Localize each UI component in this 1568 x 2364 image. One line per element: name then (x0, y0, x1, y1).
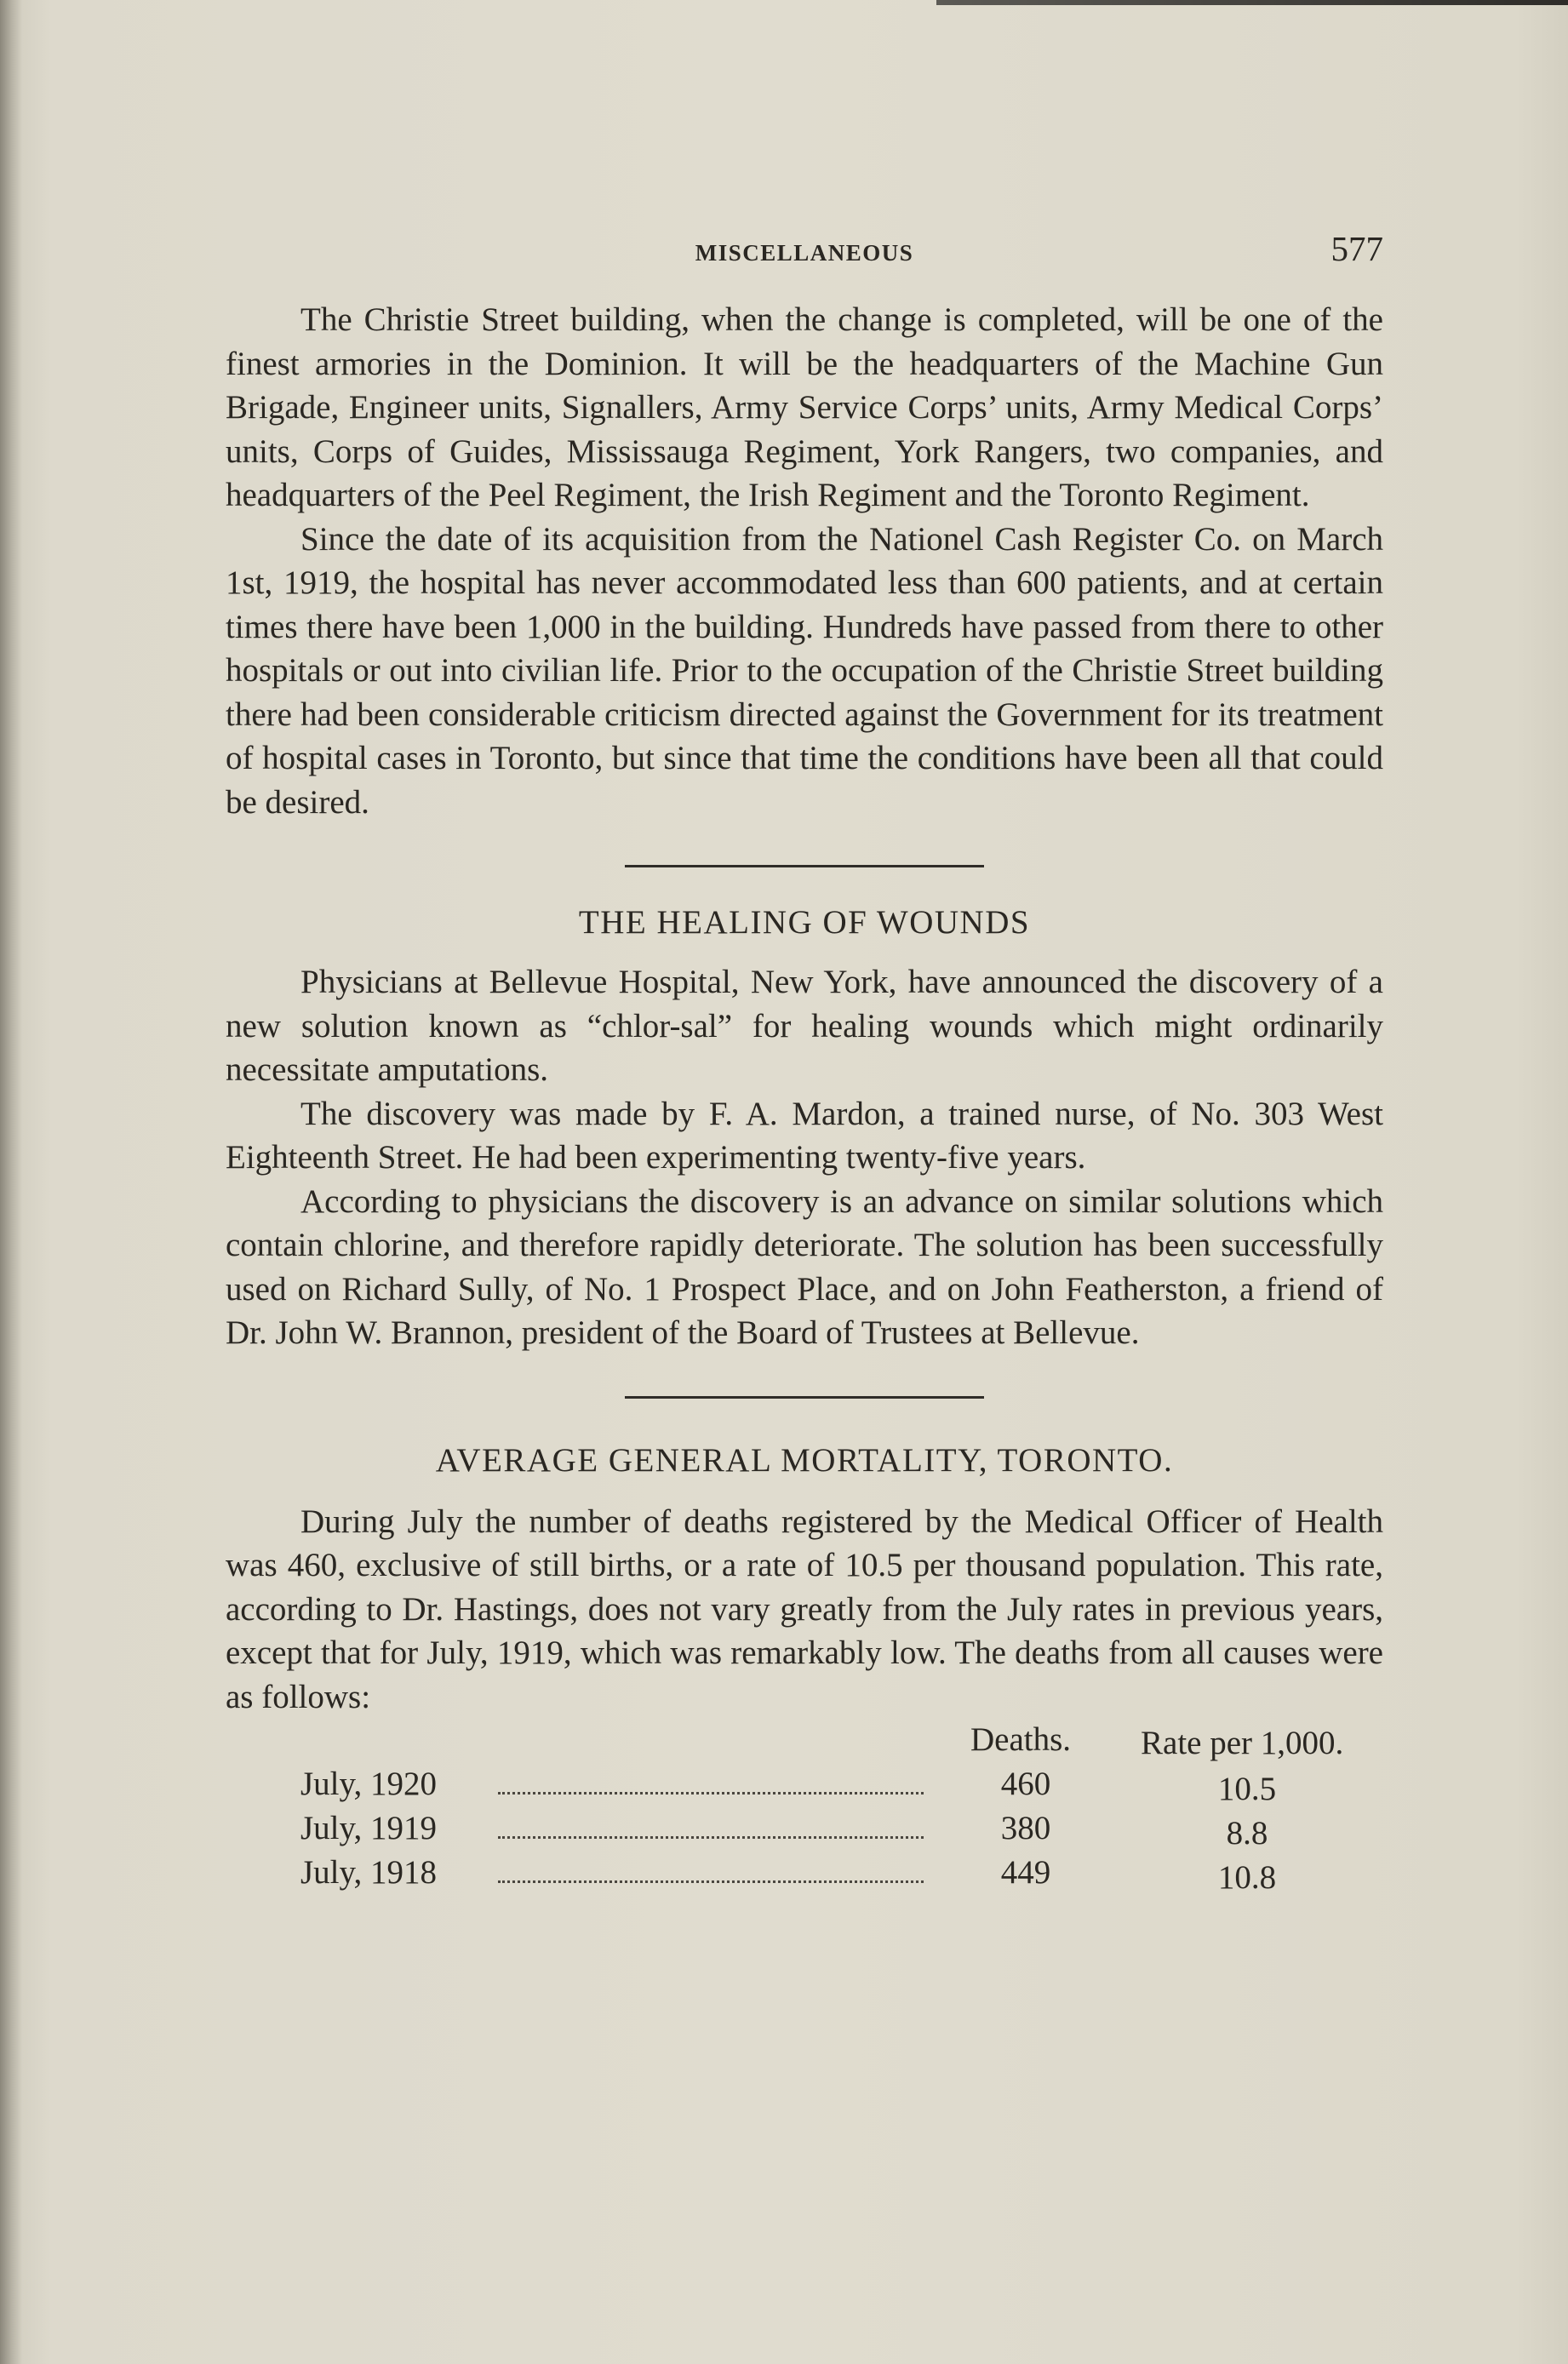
paragraph: Physicians at Bellevue Hospital, New York, have announced the discovery of a new solution known as “chlor-sal” for healing wounds which might ordinarily necessitate amputations. (226, 964, 1383, 1088)
rate-value: 10.8 (1217, 1859, 1277, 1896)
running-head-title: MISCELLANEOUS (695, 240, 914, 266)
dot-leader (498, 1880, 924, 1883)
deaths-value: 380 (1000, 1810, 1051, 1846)
column-header-deaths: Deaths. (970, 1721, 1072, 1758)
rate-value: 8.8 (1226, 1815, 1268, 1852)
row-label: July, 1920 (300, 1766, 437, 1802)
table-row (226, 1809, 1383, 1853)
dot-leader (498, 1792, 924, 1794)
section-average-mortality (226, 1441, 1383, 1898)
section-healing-of-wounds (226, 903, 1383, 1355)
row-label: July, 1919 (300, 1810, 437, 1846)
mortality-table (226, 1720, 1383, 1897)
table-row (226, 1765, 1383, 1809)
deaths-value: 460 (1000, 1766, 1051, 1802)
section-divider (625, 865, 984, 867)
rate-value: 10.5 (1217, 1771, 1277, 1807)
page-content (226, 228, 1383, 1897)
paragraph: During July the number of deaths registered by the Medical Officer of Health was 460, exclusive of still births, or a rate of 10.5 per thousand population. This rate, according to Dr. Hastings, does not vary greatly from the July rates in previous years, except that for July, 1919, which was remarkably low. The deaths from all causes were as follows: (226, 1503, 1383, 1715)
paragraph: According to physicians the discovery is an advance on similar solutions which contain chlorine, and therefore rapidly deteriorate. The solution has been successfully used on Richard Sully, of No. 1 Prospect Place, and on John Featherston, a friend of Dr. John W. Brannon, president of the Board of Trustees at Bellevue. (226, 1182, 1383, 1351)
running-head (226, 228, 1383, 279)
row-label: July, 1918 (300, 1854, 437, 1891)
paragraph: The Christie Street building, when the change is completed, will be one of the finest armories in the Dominion. It will be the headquarters of the Machine Gun Brigade, Engineer units, Signallers, Army Service Corps’ units, Army Medical Corps’ units, Corps of Guides, Mississauga Regiment, York Rangers, two companies, and headquarters of the Peel Regiment, the Irish Regiment and the Toronto Regiment. (226, 301, 1383, 513)
column-header-rate: Rate per 1,000. (1141, 1725, 1344, 1761)
paragraph: Since the date of its acquisition from the Nationel Cash Register Co. on March 1st, 1919, the hospital has never accommodated less than 600 patients, and at certain times there have been 1,000 in the building. Hundreds have passed from there to other hospitals or out into civilian life. Prior to the occupation of the Christie Street building there had been considerable criticism directed against the Government for its treatment of hospital cases in Toronto, but since that time the conditions have been all that could be desired. (226, 520, 1383, 821)
deaths-value: 449 (1000, 1854, 1051, 1891)
table-row (226, 1853, 1383, 1897)
paragraph: The discovery was made by F. A. Mardon, a trained nurse, of No. 303 West Eighteenth Street. He had been experimenting twenty-five years. (226, 1095, 1383, 1176)
section-christie-street (226, 298, 1383, 824)
page-number: 577 (1331, 229, 1383, 268)
table-header-row (226, 1720, 1383, 1765)
page-top-edge (936, 0, 1568, 5)
page-binding-shadow (0, 0, 22, 2364)
dot-leader (498, 1836, 924, 1839)
section-heading: AVERAGE GENERAL MORTALITY, TORONTO. (435, 1441, 1174, 1479)
section-divider (625, 1396, 984, 1399)
section-heading: THE HEALING OF WOUNDS (578, 904, 1031, 941)
